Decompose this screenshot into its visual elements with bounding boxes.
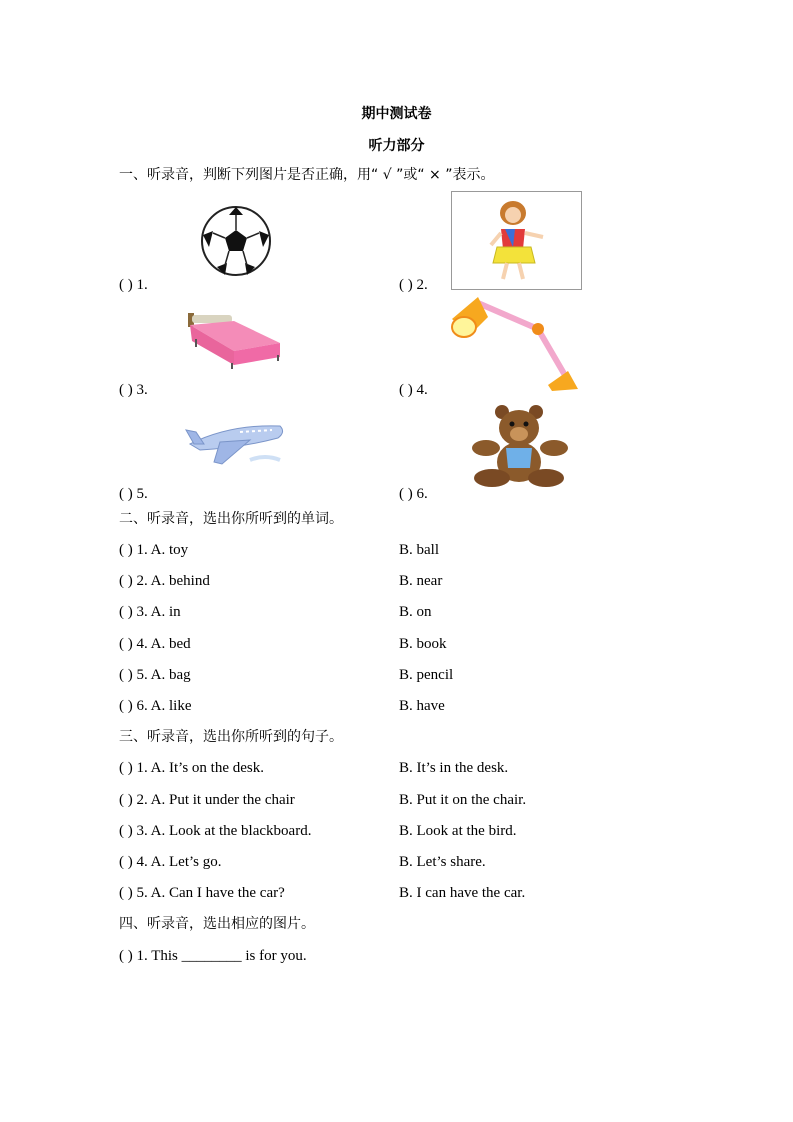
page-title: 期中测试卷 (361, 106, 432, 122)
s3-row-1-b: B. It’s in the desk. (399, 760, 509, 776)
section3-heading: 三、听录音，选出你所听到的句子。 (119, 729, 343, 745)
item-3: ( ) 3. (119, 382, 148, 398)
dancing-girl-icon (451, 191, 582, 290)
s2-row-3-b: B. on (399, 604, 432, 620)
s3-row-4-a: ( ) 4. A. Let’s go. (119, 854, 222, 870)
section1-heading: 一、听录音，判断下列图片是否正确，用“ √ ”或“ × ”表示。 (119, 167, 495, 183)
s3-row-3-b: B. Look at the bird. (399, 823, 517, 839)
s3-row-3-a: ( ) 3. A. Look at the blackboard. (119, 823, 312, 839)
s2-row-6-b: B. have (399, 698, 445, 714)
s2-row-3-a: ( ) 3. A. in (119, 604, 181, 620)
s2-row-1-b: B. ball (399, 542, 439, 558)
s2-row-5-a: ( ) 5. A. bag (119, 667, 191, 683)
item-6: ( ) 6. (399, 486, 428, 502)
item-1: ( ) 1. (119, 277, 148, 293)
item-4: ( ) 4. (399, 382, 428, 398)
s3-row-1-a: ( ) 1. A. It’s on the desk. (119, 760, 264, 776)
item-2: ( ) 2. (399, 277, 428, 293)
s3-row-4-b: B. Let’s share. (399, 854, 486, 870)
s2-row-2-a: ( ) 2. A. behind (119, 573, 210, 589)
s3-row-2-b: B. Put it on the chair. (399, 792, 527, 808)
s2-row-5-b: B. pencil (399, 667, 454, 683)
s3-row-2-a: ( ) 2. A. Put it under the chair (119, 792, 295, 808)
item-5: ( ) 5. (119, 486, 148, 502)
s4-row-1: ( ) 1. This ________ is for you. (119, 948, 307, 964)
section2-heading: 二、听录音，选出你所听到的单词。 (119, 511, 343, 527)
page-subtitle: 听力部分 (368, 138, 425, 154)
section4-heading: 四、听录音，选出相应的图片。 (119, 916, 315, 932)
bed-icon (184, 311, 284, 371)
s2-row-2-b: B. near (399, 573, 443, 589)
s2-row-4-a: ( ) 4. A. bed (119, 636, 191, 652)
teddy-bear-icon (470, 404, 570, 488)
airplane-icon (180, 414, 286, 466)
s3-row-5-a: ( ) 5. A. Can I have the car? (119, 885, 285, 901)
s2-row-4-b: B. book (399, 636, 447, 652)
s2-row-1-a: ( ) 1. A. toy (119, 542, 189, 558)
desk-lamp-icon (448, 293, 582, 395)
football-icon (199, 205, 273, 277)
s2-row-6-a: ( ) 6. A. like (119, 698, 192, 714)
s3-row-5-b: B. I can have the car. (399, 885, 526, 901)
